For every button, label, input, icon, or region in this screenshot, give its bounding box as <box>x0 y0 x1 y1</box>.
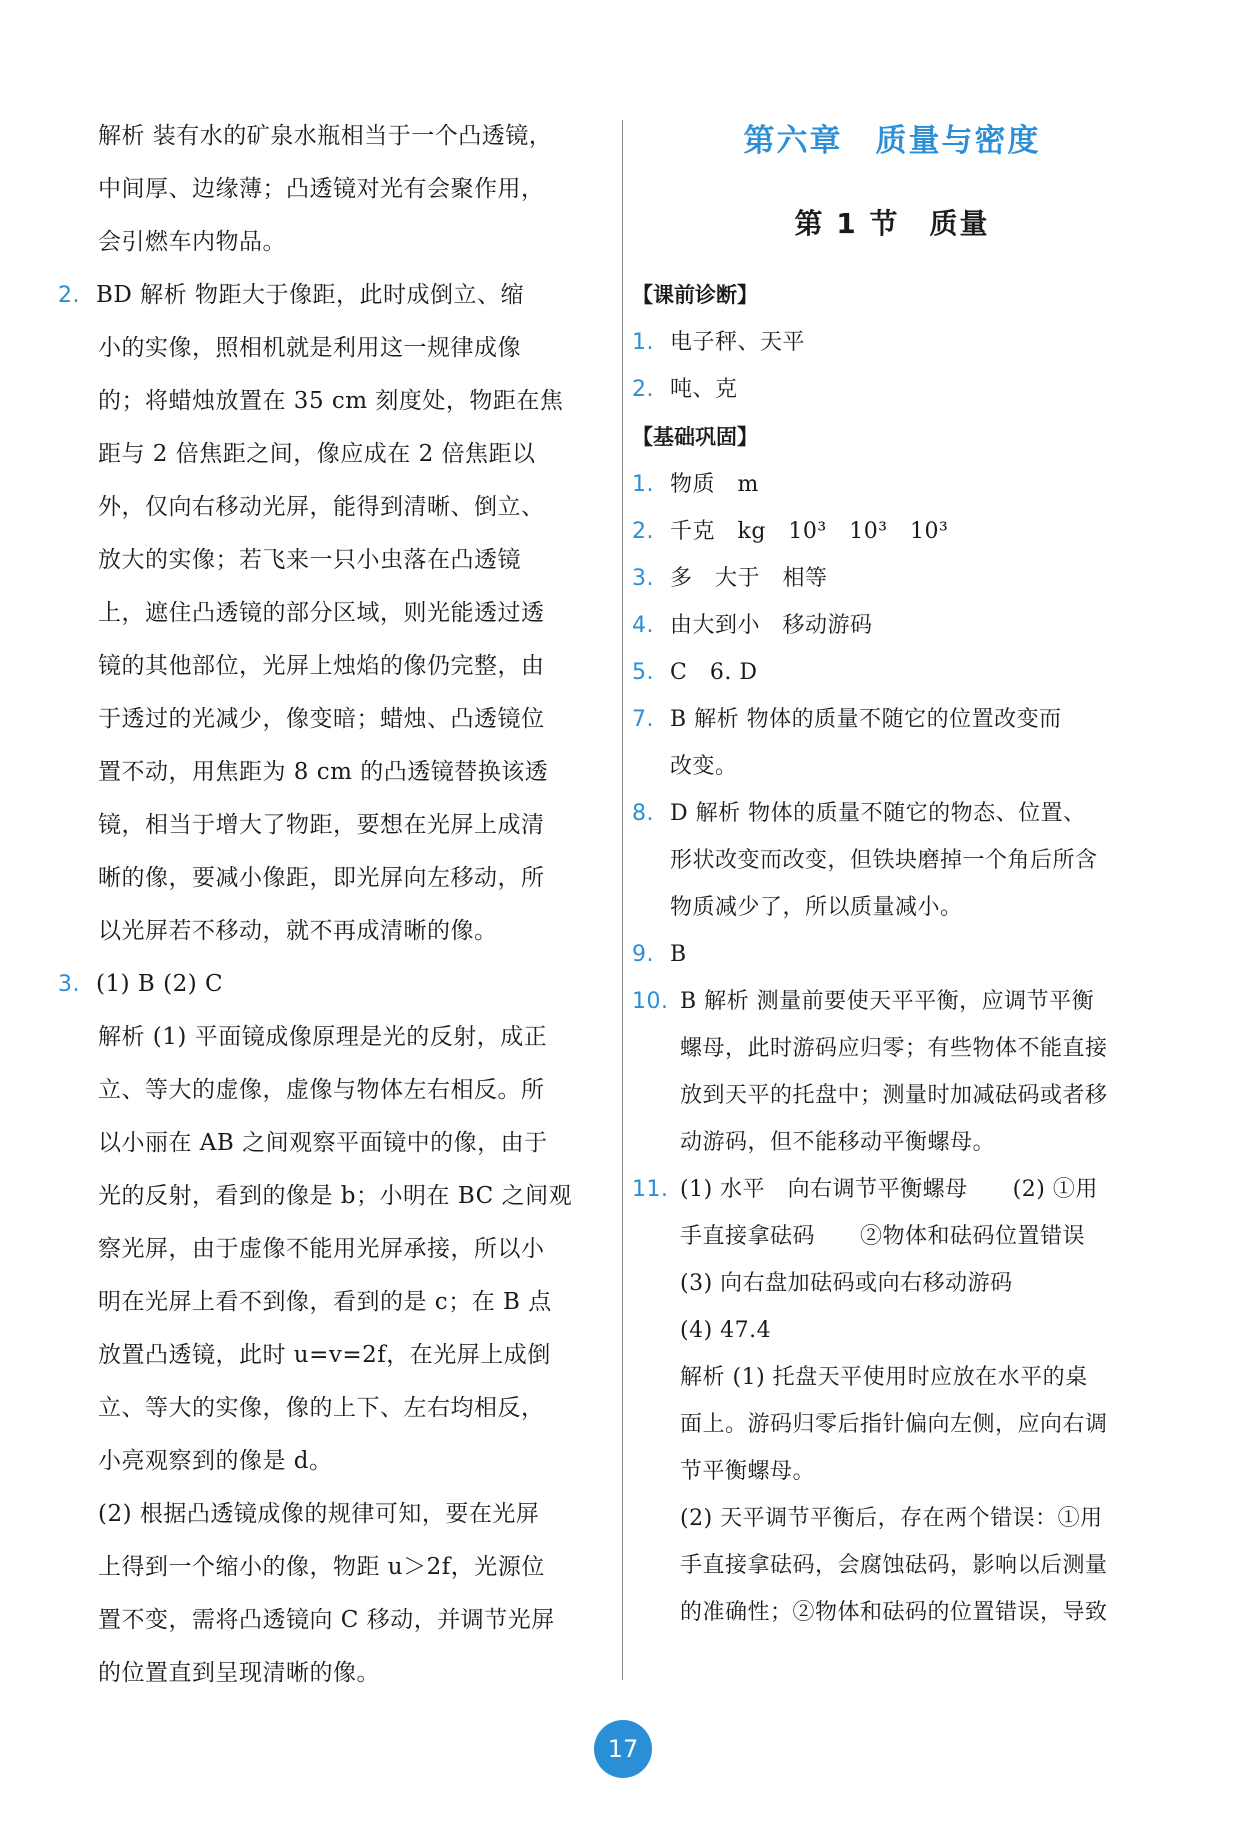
answer-text: D 解析 物体的质量不随它的物态、位置、 <box>670 801 1086 826</box>
text-line: 节平衡螺母。 <box>680 1459 816 1484</box>
text-line: BD 解析 物距大于像距，此时成倒立、缩 <box>96 282 524 308</box>
answer-text: (1) 水平 向右调节平衡螺母 (2) ①用 <box>680 1177 1098 1202</box>
text-line: 晰的像，要减小像距，即光屏向左移动，所 <box>98 865 545 891</box>
question-number: 2. <box>58 283 80 308</box>
answer-text: B <box>670 942 687 967</box>
text-line: 动游码，但不能移动平衡螺母。 <box>680 1130 996 1155</box>
question-number: 3. <box>632 566 654 591</box>
question-number: 1. <box>632 330 654 355</box>
text-line: 小的实像，照相机就是利用这一规律成像 <box>98 335 521 361</box>
text-line: 于透过的光减少，像变暗；蜡烛、凸透镜位 <box>98 706 545 732</box>
text-line: 外，仅向右移动光屏，能得到清晰、倒立、 <box>98 494 545 520</box>
text-line: 镜，相当于增大了物距，要想在光屏上成清 <box>98 812 545 838</box>
text-line: 上得到一个缩小的像，物距 u＞2f，光源位 <box>98 1554 545 1580</box>
question-number: 8. <box>632 801 654 826</box>
question-number: 9. <box>632 942 654 967</box>
text-line: 放大的实像；若飞来一只小虫落在凸透镜 <box>98 547 521 573</box>
text-line: (2) 根据凸透镜成像的规律可知，要在光屏 <box>98 1501 540 1527</box>
text-line: 以小丽在 AB 之间观察平面镜中的像，由于 <box>98 1130 548 1156</box>
text-line: 物质减少了，所以质量减小。 <box>670 895 963 920</box>
pre-diagnosis-heading: 【课前诊断】 <box>632 283 758 307</box>
text-line: 的准确性；②物体和砝码的位置错误，导致 <box>680 1600 1108 1625</box>
text-line: 会引燃车内物品。 <box>98 229 286 255</box>
column-divider <box>622 120 623 1680</box>
question-number: 2. <box>632 519 654 544</box>
left-column <box>58 110 618 1700</box>
text-line: 明在光屏上看不到像，看到的是 c；在 B 点 <box>98 1289 552 1315</box>
page-number-badge: 17 <box>594 1720 652 1778</box>
question-8 <box>632 790 1152 837</box>
text-line: 面上。游码归零后指针偏向左侧，应向右调 <box>680 1412 1108 1437</box>
text-line: 置不变，需将凸透镜向 C 移动，并调节光屏 <box>98 1607 555 1633</box>
chapter-title: 第六章 质量与密度 <box>743 123 1041 159</box>
text-line: 立、等大的实像，像的上下、左右均相反， <box>98 1395 545 1421</box>
text-line: 改变。 <box>670 754 738 779</box>
text-line: 镜的其他部位，光屏上烛焰的像仍完整，由 <box>98 653 545 679</box>
list-item <box>632 508 1152 555</box>
answer-text: 多 大于 相等 <box>670 566 828 591</box>
text-line: 解析 (1) 平面镜成像原理是光的反射，成正 <box>98 1024 548 1050</box>
text-line: 立、等大的虚像，虚像与物体左右相反。所 <box>98 1077 545 1103</box>
list-item <box>632 366 1152 413</box>
answer-text: 物质 m <box>670 472 759 497</box>
text-line: (4) 47.4 <box>680 1318 772 1343</box>
text-line: 的；将蜡烛放置在 35 cm 刻度处，物距在焦 <box>98 388 564 414</box>
text-line: 光的反射，看到的像是 b；小明在 BC 之间观 <box>98 1183 573 1209</box>
text-line: (1) B (2) C <box>96 971 224 997</box>
text-line: 上，遮住凸透镜的部分区域，则光能透过透 <box>98 600 545 626</box>
question-number: 2. <box>632 377 654 402</box>
text-line: 置不动，用焦距为 8 cm 的凸透镜替换该透 <box>98 759 549 785</box>
text-line: 放到天平的托盘中；测量时加减砝码或者移 <box>680 1083 1108 1108</box>
question-number: 5. <box>632 660 654 685</box>
question-11 <box>632 1166 1152 1213</box>
question-number: 4. <box>632 613 654 638</box>
list-item <box>632 602 1152 649</box>
question-number: 3. <box>58 972 80 997</box>
question-9 <box>632 931 1152 978</box>
question-number: 1. <box>632 472 654 497</box>
list-item <box>632 555 1152 602</box>
list-item <box>632 461 1152 508</box>
text-line: (2) 天平调节平衡后，存在两个错误：①用 <box>680 1506 1103 1531</box>
answer-text: 由大到小 移动游码 <box>670 613 873 638</box>
list-item <box>632 649 1152 696</box>
question-number: 10. <box>632 989 669 1014</box>
question-3 <box>58 958 618 1011</box>
answer-text: B 解析 物体的质量不随它的位置改变而 <box>670 707 1062 732</box>
text-line: 距与 2 倍焦距之间，像应成在 2 倍焦距以 <box>98 441 536 467</box>
text-line: 以光屏若不移动，就不再成清晰的像。 <box>98 918 498 944</box>
text-line: 小亮观察到的像是 d。 <box>98 1448 333 1474</box>
question-number: 7. <box>632 707 654 732</box>
question-7 <box>632 696 1152 743</box>
text-line: 中间厚、边缘薄；凸透镜对光有会聚作用， <box>98 176 545 202</box>
answer-text: C 6. D <box>670 660 758 685</box>
text-line: 的位置直到呈现清晰的像。 <box>98 1660 380 1686</box>
text-line: 解析 装有水的矿泉水瓶相当于一个凸透镜， <box>98 123 553 149</box>
question-number: 11. <box>632 1177 669 1202</box>
text-line: 手直接拿砝码，会腐蚀砝码，影响以后测量 <box>680 1553 1108 1578</box>
basic-consolidation-heading: 【基础巩固】 <box>632 425 758 449</box>
text-line: 解析 (1) 托盘天平使用时应放在水平的桌 <box>680 1365 1088 1390</box>
section-title: 第 1 节 质量 <box>794 207 990 240</box>
answer-text: 吨、克 <box>670 377 738 402</box>
right-column <box>632 105 1152 1636</box>
list-item <box>632 319 1152 366</box>
question-10 <box>632 978 1152 1025</box>
text-line: 察光屏，由于虚像不能用光屏承接，所以小 <box>98 1236 545 1262</box>
text-line: (3) 向右盘加砝码或向右移动游码 <box>680 1271 1013 1296</box>
question-2 <box>58 269 618 322</box>
text-line: 手直接拿砝码 ②物体和砝码位置错误 <box>680 1224 1086 1249</box>
answer-text: 千克 kg 10³ 10³ 10³ <box>670 519 949 544</box>
answer-text: 电子秤、天平 <box>670 330 806 355</box>
answer-text: B 解析 测量前要使天平平衡，应调节平衡 <box>680 989 1095 1014</box>
text-line: 螺母，此时游码应归零；有些物体不能直接 <box>680 1036 1108 1061</box>
text-line: 形状改变而改变，但铁块磨掉一个角后所含 <box>670 848 1098 873</box>
text-line: 放置凸透镜，此时 u=v=2f，在光屏上成倒 <box>98 1342 551 1368</box>
